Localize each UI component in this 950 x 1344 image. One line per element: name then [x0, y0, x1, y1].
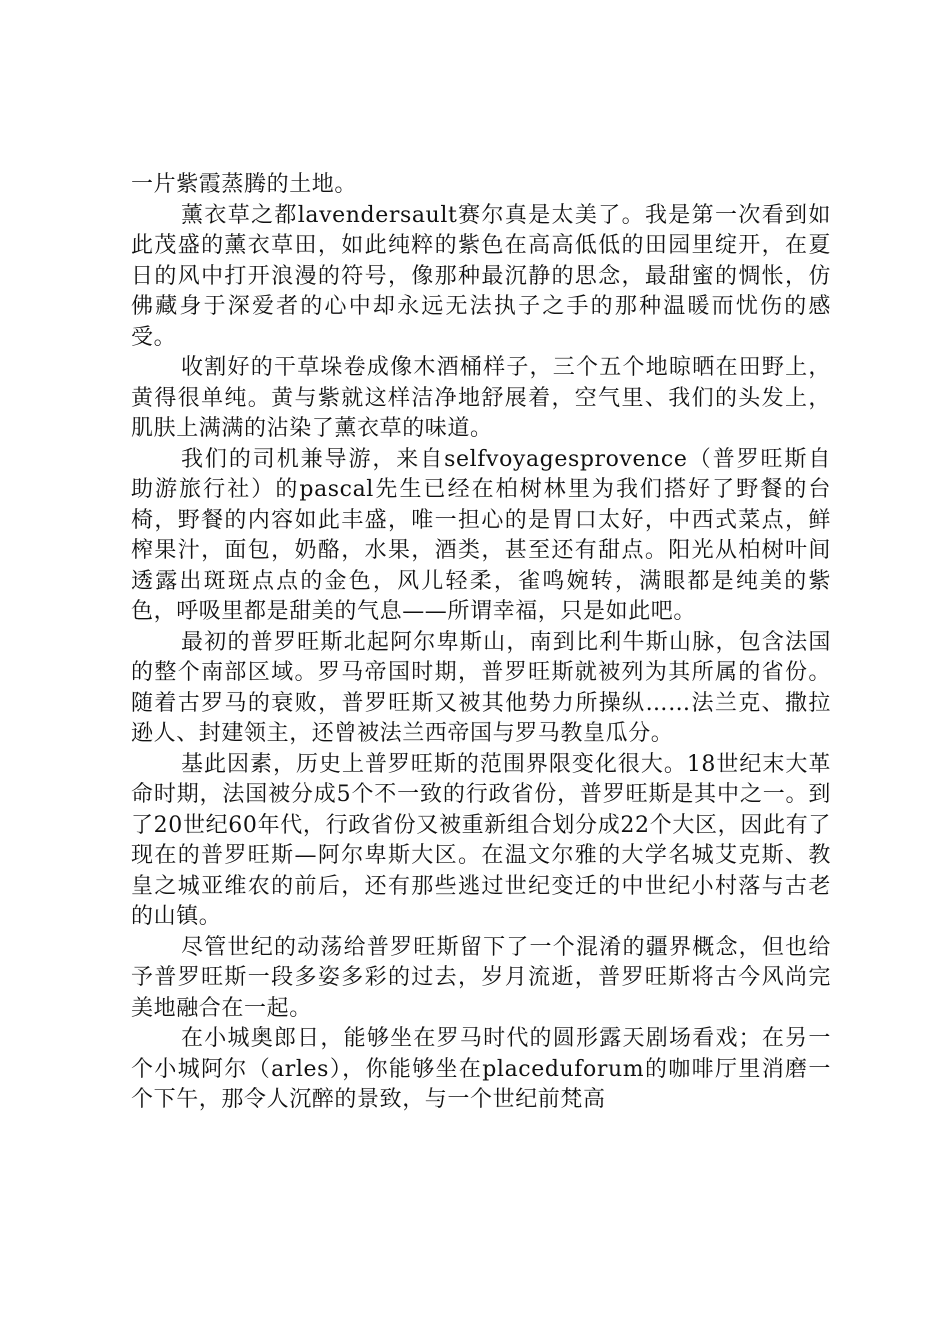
- paragraph-past-and-present: 尽管世纪的动荡给普罗旺斯留下了一个混淆的疆界概念，但也给予普罗旺斯一段多姿多彩的过去，岁月流逝，普罗旺斯将古今风尚完美地融合在一起。: [131, 934, 831, 1021]
- paragraph-haystacks: 收割好的干草垛卷成像木酒桶样子，三个五个地晾晒在田野上，黄得很单纯。黄与紫就这样洁净地舒展着，空气里、我们的头发上，肌肤上满满的沾染了薰衣草的味道。: [131, 355, 831, 441]
- paragraph-history-origin: 最初的普罗旺斯北起阿尔卑斯山，南到比利牛斯山脉，包含法国的整个南部区域。罗马帝国时期，普罗旺斯就被列为其所属的省份。随着古罗马的衰败，普罗旺斯又被其他势力所操纵……法兰克、撒拉逊人、封建领主，还曾被法兰西帝国与罗马教皇瓜分。: [131, 629, 831, 746]
- paragraph-continuation: 一片紫霞蒸腾的土地。: [131, 172, 358, 197]
- paragraph-lavender-fields: 薰衣草之都lavendersault赛尔真是太美了。我是第一次看到如此茂盛的薰衣草田，如此纯粹的紫色在高高低低的田园里绽开，在夏日的风中打开浪漫的符号，像那种最沉静的思念，最甜蜜的惆怅，仿佛藏身于深爱者的心中却永远无法执子之手的那种温暖而忧伤的感受。: [131, 202, 831, 350]
- paragraph-history-borders: 基此因素，历史上普罗旺斯的范围界限变化很大。18世纪末大革命时期，法国被分成5个不一致的行政省份，普罗旺斯是其中之一。到了20世纪60年代，行政省份又被重新组合划分成22个大区，因此有了现在的普罗旺斯—阿尔卑斯大区。在温文尔雅的大学名城艾克斯、教皇之城亚维农的前后，还有那些逃过世纪变迁的中世纪小村落与古老的山镇。: [131, 751, 831, 929]
- paragraph-small-towns: 在小城奥郎日，能够坐在罗马时代的圆形露天剧场看戏；在另一个小城阿尔（arles），你能够坐在placeduforum的咖啡厅里消磨一个下午，那令人沉醉的景致，与一个世纪前梵高: [131, 1026, 831, 1112]
- document-body: [131, 170, 831, 1116]
- paragraph-picnic: 我们的司机兼导游，来自selfvoyagesprovence（普罗旺斯自助游旅行社）的pascal先生已经在柏树林里为我们搭好了野餐的台椅，野餐的内容如此丰盛，唯一担心的是胃口太好，中西式菜点，鲜榨果汁，面包，奶酪，水果，酒类，甚至还有甜点。阳光从柏树叶间透露出斑斑点点的金色，风儿轻柔，雀鸣婉转，满眼都是纯美的紫色，呼吸里都是甜美的气息——所谓幸福，只是如此吧。: [131, 446, 831, 624]
